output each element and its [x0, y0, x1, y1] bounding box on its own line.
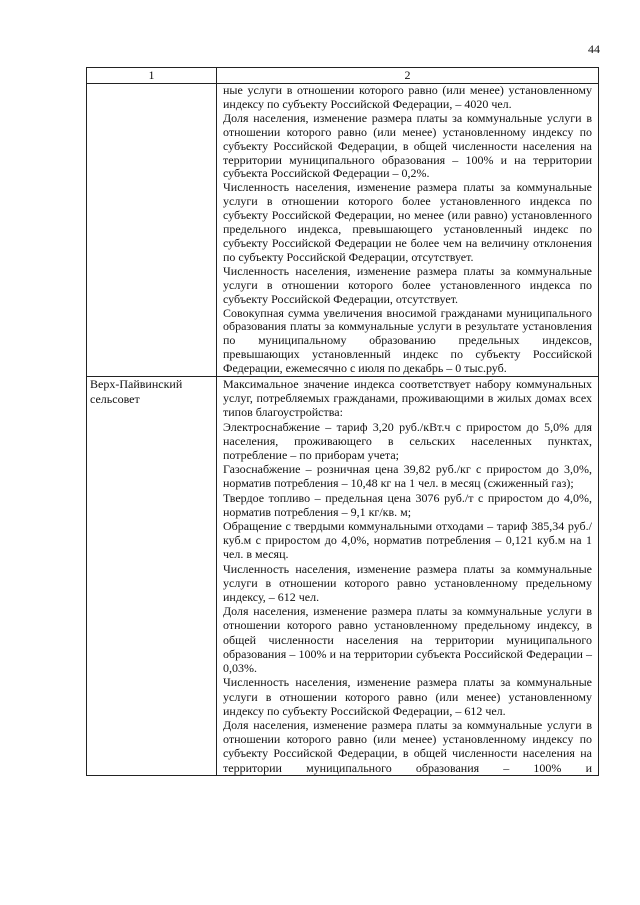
paragraph: Газоснабжение – розничная цена 39,82 руб./кг с приростом до 3,0%, норматив потребления – 10,48 кг на 1 чел. в месяц (сжиженный газ); — [223, 462, 592, 491]
paragraph: Доля населения, изменение размера платы за коммунальные услуги в отношении которого равно (или менее) установленному индексу по субъекту Российской Федерации, в общей численности населения на территории муниципального образования – 100% и на территории субъекта Российской Федерации – 0,2%. — [223, 110, 592, 181]
column-header-1: 1 — [87, 68, 217, 84]
description-cell — [217, 377, 599, 776]
paragraph: Численность населения, изменение размера платы за коммунальные услуги в отношении которого равно (или менее) установленному индексу по субъекту Российской Федерации, – 612 чел. — [223, 675, 592, 718]
document-table — [86, 67, 599, 776]
paragraph: Совокупная сумма увеличения вносимой гражданами муниципального образования платы за коммунальные услуги в результате установления по муниципальному образованию предельных индексов, превышающих установленный индекс по субъекту Российской Федерации, ежемесячно с июля по декабрь – 0 тыс.руб. — [223, 305, 592, 376]
paragraph: Максимальное значение индекса соответствует набору коммунальных услуг, потребляемых гражданами, проживающими в жилых домах всех типов благоустройства: — [223, 377, 592, 420]
paragraph: Численность населения, изменение размера платы за коммунальные услуги в отношении которого более установленного индекса по субъекту Российской Федерации, но менее (или равно) установленного предельного индекса, превышающего установленный индекс по субъекту Российской Федерации не более чем на величину отклонения по субъекту Российской Федерации, отсутствует. — [223, 180, 592, 264]
paragraph: Электроснабжение – тариф 3,20 руб./кВт.ч с приростом до 5,0% для населения, проживающего в сельских населенных пунктах, потребление – по приборам учета; — [223, 419, 592, 463]
paragraph: ные услуги в отношении которого равно (или менее) установленному индексу по субъекту Российской Федерации, – 4020 чел. — [223, 83, 592, 111]
paragraph: Доля населения, изменение размера платы за коммунальные услуги в отношении которого равно установленному предельному индексу, в общей численности населения на территории муниципального образования – 100% и на территории субъекта Российской Федерации – 0,03%. — [223, 604, 592, 676]
page-number: 44 — [588, 42, 600, 56]
column-header-2: 2 — [217, 68, 599, 84]
table-header-row — [87, 68, 599, 84]
paragraph: Численность населения, изменение размера платы за коммунальные услуги в отношении которого более установленного индекса по субъекту Российской Федерации, отсутствует. — [223, 263, 592, 306]
table-row — [87, 84, 599, 377]
paragraph: Твердое топливо – предельная цена 3076 руб./т с приростом до 4,0%, норматив потребления – 9,1 кг/кв. м; — [223, 490, 592, 519]
municipality-name-cell: Верх-Пайвинский сельсовет — [87, 377, 217, 776]
municipality-name-cell — [87, 84, 217, 377]
paragraph: Обращение с твердыми коммунальными отходами – тариф 385,34 руб./куб.м с приростом до 4,0%, норматив потребления – 0,121 куб.м на 1 чел. в месяц. — [223, 519, 592, 562]
paragraph: Численность населения, изменение размера платы за коммунальные услуги в отношении которого равно установленному предельному индексу, – 612 чел. — [223, 561, 592, 605]
table-row — [87, 377, 599, 776]
paragraph: Доля населения, изменение размера платы за коммунальные услуги в отношении которого равно (или менее) установленному индексу по субъекту Российской Федерации, в общей численности населения на территории муниципального образования – 100% и — [223, 717, 592, 775]
description-cell — [217, 84, 599, 377]
